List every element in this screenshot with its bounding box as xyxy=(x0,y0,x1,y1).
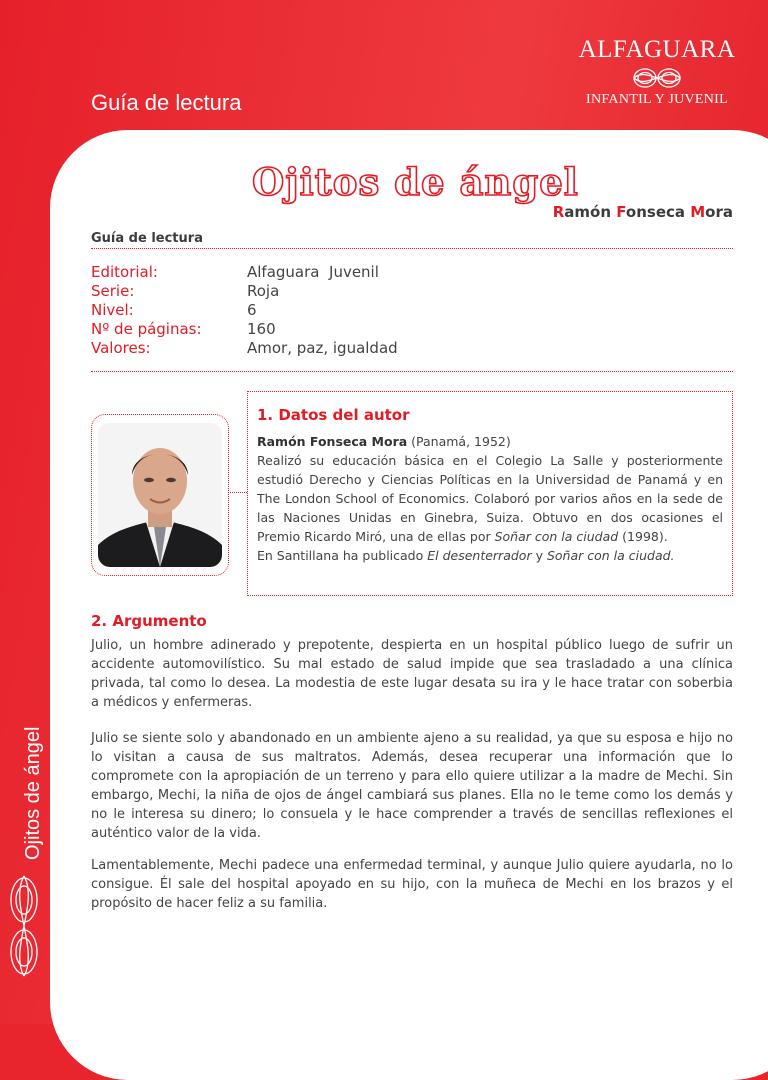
logo-name: ALFAGUARA xyxy=(578,36,736,63)
info-row-editorial: Editorial: Alfaguara Juvenil xyxy=(91,263,379,281)
section-title-author: 1. Datos del autor xyxy=(257,406,410,424)
author-section xyxy=(247,391,733,596)
info-row-nivel: Nivel: 6 xyxy=(91,301,257,319)
book-author: Ramón Fonseca Mora xyxy=(552,203,733,221)
argumento-paragraph: Lamentablemente, Mechi padece una enfermedad terminal, y aunque Julio quiere ayudarla, no lo consigue. Él sale del hospital apoyado en su hijo, con la muñeca de Mechi en los brazos y el propósito de hacer feliz a su familia. xyxy=(91,858,733,911)
divider xyxy=(91,248,733,249)
guide-label: Guía de lectura xyxy=(91,231,203,246)
info-row-serie: Serie: Roja xyxy=(91,282,280,300)
info-row-valores: Valores: Amor, paz, igualdad xyxy=(91,339,398,357)
book-title: Ojitos de ángel xyxy=(252,160,579,204)
side-knot-icon xyxy=(6,872,42,980)
page-header-title: Guía de lectura xyxy=(91,90,242,115)
argumento-paragraph: Julio se siente solo y abandonado en un ambiente ajeno a su realidad, ya que su esposa e hijo no lo visitan a causa de sus maltratos. Además, desea recuperar una información que lo compromete con la apropiación de un terreno y para ello quiere utilizar a la madre de Mechi. Sin embargo, Mechi, la niña de ojos de ángel cambiará sus planes. Ella no le teme como los demás y no le interesa su dinero; lo consuela y le hace comprender a través de sencillas reflexiones el auténtico valor de la vida. xyxy=(91,731,733,841)
author-photo-frame xyxy=(91,414,229,576)
side-book-title: Ojitos de ángel xyxy=(22,726,44,860)
argumento-paragraph: Julio, un hombre adinerado y prepotente, despierta en un hospital público luego de sufrir un accidente automovilístico. Su mal estado de salud impide que sea trasladado a una clínica privada, tal como lo desea. La modestia de este lugar desata su ira y le hace tratar con soberbia a médicos y enfermeras. xyxy=(91,638,733,710)
connector-line xyxy=(228,492,247,493)
publisher-logo xyxy=(577,36,737,108)
logo-subtitle: INFANTIL Y JUVENIL xyxy=(585,92,728,107)
divider xyxy=(91,371,733,372)
author-bio: Ramón Fonseca Mora (Panamá, 1952) Realizó su educación básica en el Colegio La Salle y posteriormente estudió Derecho y Ciencias Políticas en la Universidad de Panamá y en The London School of Economics. Colaboró por varios años en la sede de las Naciones Unidas en Ginebra, Suiza. Obtuvo en dos ocasiones el Premio Ricardo Miró, una de ellas por Soñar con la ciudad (1998). En Santillana ha publicado El desenterrador y Soñar con la ciudad. xyxy=(257,434,723,563)
logo-knot-icon xyxy=(631,64,683,92)
info-row-paginas: Nº de páginas: 160 xyxy=(91,320,276,338)
section-title-argumento: 2. Argumento xyxy=(91,612,207,630)
author-photo xyxy=(98,423,222,567)
book-info-list xyxy=(91,263,398,358)
